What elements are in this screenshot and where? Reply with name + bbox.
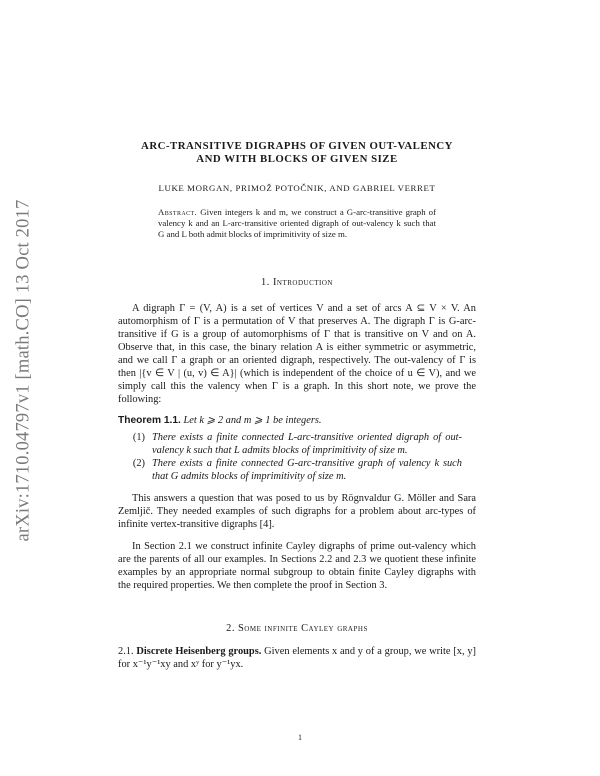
subsection-2-1 xyxy=(118,645,476,671)
section-1-title: 1. Introduction xyxy=(261,277,333,288)
paper-content xyxy=(118,140,476,671)
abstract-text: Given integers k and m, we construct a G-arc-transitive graph of valency k and an L-arc-transitive oriented digraph of out-valency k such that G and L both admit blocks of imprimitivity of size m. xyxy=(158,207,437,239)
author-list: LUKE MORGAN, PRIMOŽ POTOČNIK, AND GABRIEL VERRET xyxy=(158,183,436,193)
subsection-title: Discrete Heisenberg groups. xyxy=(136,646,262,657)
subsection-number: 2.1. xyxy=(118,646,134,657)
arxiv-sidebar xyxy=(5,175,43,565)
abstract-label: Abstract. xyxy=(158,207,198,217)
intro-paragraph-2: This answers a question that was posed to us by Rögnvaldur G. Möller and Sara Zemljič. They needed examples of such digraphs for a problem about arc-types of infinite vertex-transitive digraphs [4]. xyxy=(118,493,476,530)
theorem-statement: Let k ⩾ 2 and m ⩾ 1 be integers. xyxy=(183,415,322,426)
arxiv-identifier[interactable]: arXiv:1710.04797v1 [math.CO] 13 Oct 2017 xyxy=(13,199,34,541)
page-number: 1 xyxy=(298,733,302,742)
theorem-item xyxy=(118,431,476,457)
theorem-item-number: (2) xyxy=(132,458,145,469)
theorem-item xyxy=(118,457,476,483)
title-line-2: AND WITH BLOCKS OF GIVEN SIZE xyxy=(196,153,398,165)
intro-paragraph-3: In Section 2.1 we construct infinite Cayley digraphs of prime out-valency which are the parents of all our examples. In Sections 2.2 and 2.3 we quotient these infinite examples by an appropriate normal subgroup to obtain finite Cayley digraphs with the required properties. We then complete the proof in Section 3. xyxy=(118,541,476,591)
theorem-item-list xyxy=(118,431,476,483)
theorem-1-1 xyxy=(118,414,476,427)
abstract xyxy=(158,207,436,240)
theorem-item-number: (1) xyxy=(132,432,145,443)
theorem-item-text: There exists a finite connected L-arc-transitive oriented digraph of out-valency k such that L admits blocks of imprimitivity of size m. xyxy=(152,432,462,456)
paper-title xyxy=(118,140,476,166)
section-2-title: 2. Some infinite Cayley graphs xyxy=(226,623,368,634)
title-line-1: ARC-TRANSITIVE DIGRAPHS OF GIVEN OUT-VALENCY xyxy=(141,140,453,152)
theorem-label: Theorem 1.1. xyxy=(118,415,181,426)
theorem-item-text: There exists a finite connected G-arc-transitive graph of valency k such that G admits blocks of imprimitivity of size m. xyxy=(152,458,462,482)
subsection-text: Given elements x and y of a group, we write [x, y] for x⁻¹y⁻¹xy and xʸ for y⁻¹yx. xyxy=(118,646,476,670)
intro-paragraph-1: A digraph Γ = (V, A) is a set of vertices V and a set of arcs A ⊆ V × V. An automorphism of Γ is a permutation of V that preserves A. The digraph Γ is G-arc-transitive if G is a group of automorphisms of Γ that is transitive on V and on A. Observe that, in this case, the binary relation A is either symmetric or asymmetric, and we call Γ a graph or an oriented digraph, respectively. The out-valency of Γ is then |{v ∈ V | (u, v) ∈ A}| (which is independent of the choice of u ∈ V), and we simply call this the valency when Γ is a graph. In this short note, we prove the following: xyxy=(118,303,476,405)
